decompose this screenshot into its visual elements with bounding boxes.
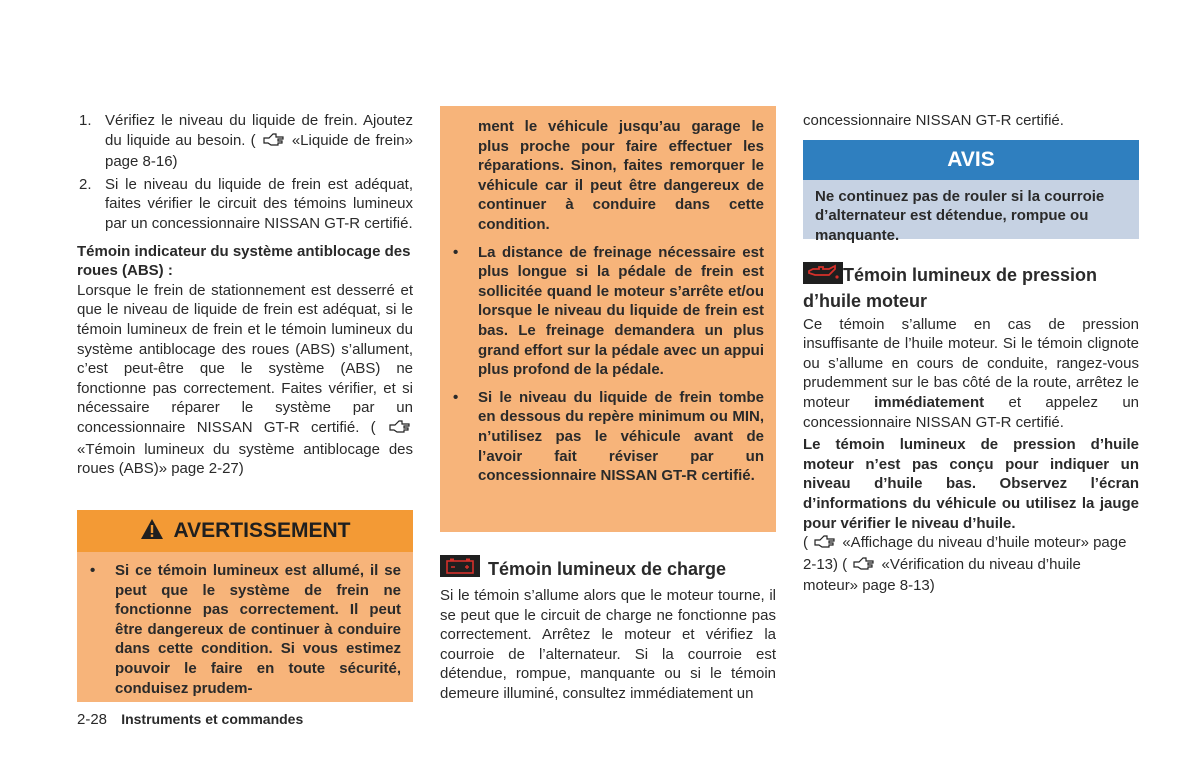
warning-box [77,510,413,702]
abs-text: Lorsque le frein de stationnement est desserré et que le niveau de liquide de frein est adéquat, si le témoin lumineux de frein et le témoin lumineux du système antiblocage des roues (ABS) s’allument, c’est peut-être que le système (ABS) ne fonctionne pas correctement. Faites vérifier, et si nécessaire réparer le système par un concessionnaire NISSAN GT-R certifié. ( [77,281,413,436]
reference-hand-icon [814,534,836,555]
section-title: Instruments et commandes [121,711,304,727]
charge-section [440,555,776,704]
warning-text: Si ce témoin lumineux est allumé, il se peut que le système de frein ne fonctionne pas correctement. Il peut être dangereux de continuer à conduire dans cette condition. Si vous estimez pouvoir le faire en toute sécurité, conduisez prudem- [115,562,401,697]
page-footer [77,710,303,730]
reference-hand-icon [263,132,285,153]
ref-oil-check: «Vérification du niveau d’huile moteur» page 8-13) [803,555,1081,595]
list-item [77,111,413,172]
warning-bullet-1 [77,561,413,698]
abs-ref: «Témoin lumineux du système antiblocage des roues (ABS)» page 2-27) [77,440,413,478]
abs-paragraph [77,281,413,479]
oil-references [803,533,1139,596]
ref-oil-display: «Affichage du niveau d’huile moteur» page 2-13) ( [803,534,1127,573]
column-left [77,111,413,479]
avis-header: AVIS [803,140,1139,180]
oil-heading-text: Témoin lumineux de pression d’huile moteur [803,264,1098,311]
charge-paragraph: Si le témoin s’allume alors que le moteur tourne, il se peut que le circuit de charge ne fonctionne pas correctement. Arrêtez le moteur et vérifiez la courroie de l’alternateur. Si la courroie est détendue, rompue, manquante ou si le témoin demeure illuminé, consultez immédiatement un [440,587,776,702]
reference-hand-icon [853,556,875,577]
battery-icon [440,555,480,583]
column-right [803,111,1139,596]
reference-hand-icon [389,419,411,440]
warning-triangle-icon [140,518,164,544]
continuation-text: concessionnaire NISSAN GT-R certifié. [803,112,1064,129]
list-text-ref: «Liquide de frein» page 8-16) [105,131,413,171]
procedure-list [77,111,413,234]
oil-pressure-icon [803,262,843,290]
avis-body: Ne continuez pas de rouler si la courroie d’alternateur est détendue, rompue ou manquante. [803,180,1139,239]
warning-text: Si le niveau du liquide de frein tombe en dessous du repère minimum ou MIN, n’utilisez pas le véhicule avant de l’avoir fait réviser par un concessionnaire NISSAN GT-R certifié. [478,388,764,485]
abs-heading: Témoin indicateur du système antiblocage des roues (ABS) : [77,242,411,280]
oil-text: Ce témoin s’allume en cas de pression insuffisante de l’huile moteur. Si le témoin clignote ou s’allume en cours de conduite, rangez-vous prudemment sur le bas côté de la route, arrêtez le moteur [803,315,1139,411]
list-item [77,175,413,234]
warning-header [77,510,413,552]
page-number: 2-28 [77,711,108,728]
charge-heading-row [440,555,776,583]
warning-bullet-3 [440,388,776,486]
warning-box-continued [440,106,776,532]
bullet-dot: • [453,388,459,406]
list-number: 1. [79,112,92,129]
oil-paragraph [803,315,1139,433]
list-text: Si le niveau du liquide de frein est adéquat, faites vérifier le circuit des témoins lumineux par un concessionnaire NISSAN GT-R certifié. [105,175,413,232]
avis-box [803,140,1139,244]
warning-bullet-2 [440,243,776,380]
ref-open: ( [803,534,808,552]
bullet-dot: • [90,562,96,579]
list-text: Vérifiez le niveau du liquide de frein. Ajoutez du liquide au besoin. ( [105,112,413,149]
oil-heading [803,262,1139,313]
charge-heading: Témoin lumineux de charge [488,558,727,579]
warning-title: AVERTISSEMENT [173,519,351,543]
oil-text-end: et appelez un concessionnaire NISSAN GT-R certifié. [803,393,1140,431]
list-number: 2. [79,175,92,193]
bullet-dot: • [453,243,459,261]
warning-text: La distance de freinage nécessaire est plus longue si la pédale de frein est sollicitée quand le moteur s’arrête et/ou lorsque le niveau du liquide de frein est bas. Le freinage demandera un plus grand effort sur la pédale avec un appui plus profond de la pédale. [478,243,764,379]
oil-emphasis: immédiatement [874,393,985,411]
oil-warning-paragraph: Le témoin lumineux de pression d’huile moteur n’est pas conçu pour indiquer un niveau d’huile bas. Observez l’écran d’informations du véhicule ou utilisez la jauge pour vérifier le niveau d’huile. [803,436,1139,532]
warning-continuation: ment le véhicule jusqu’au garage le plus proche pour faire effectuer les réparations. Sinon, faites remorquer le véhicule car il peut être dangereux de continuer à conduire dans cette condition. [478,118,764,233]
